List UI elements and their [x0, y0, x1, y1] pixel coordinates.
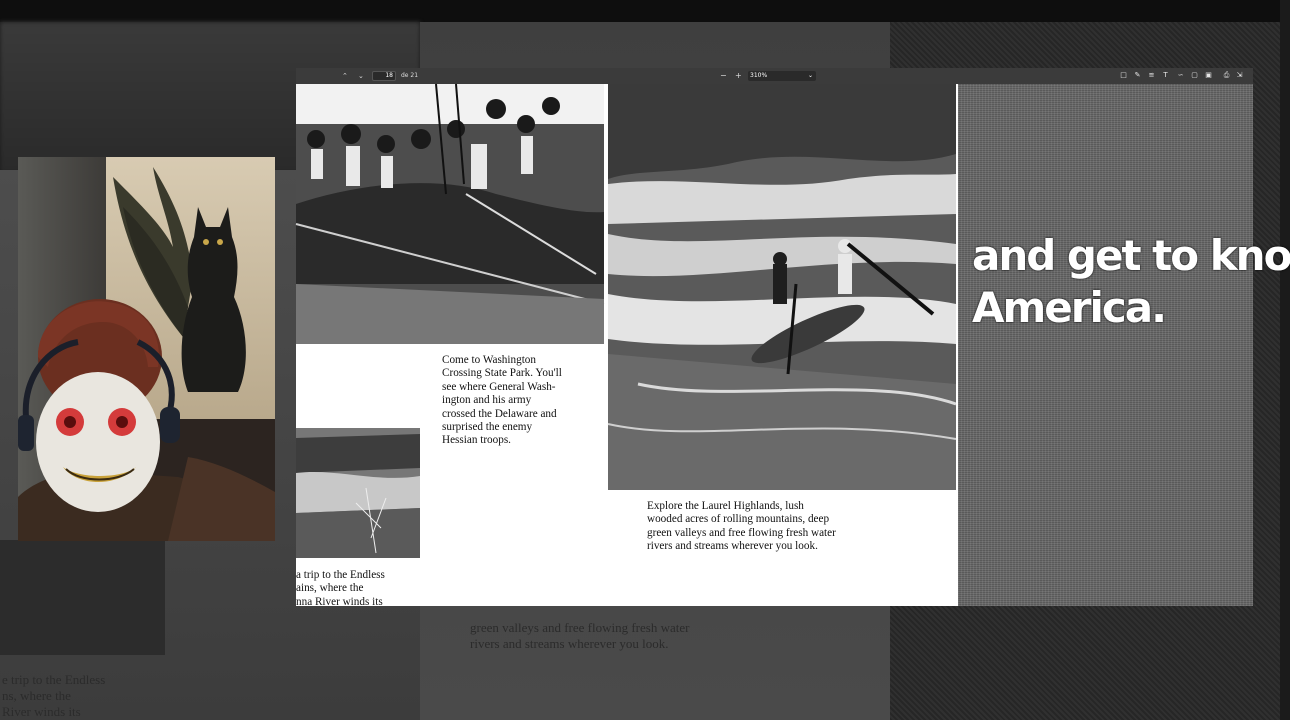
- caption-endless-mountains: a trip to the Endless ains, where the nna River winds its: [296, 569, 385, 608]
- draw-icon[interactable]: ∽: [1177, 71, 1184, 79]
- print-icon[interactable]: ⎙: [1223, 71, 1230, 79]
- photo-river-rafting: [608, 84, 956, 490]
- zoom-select[interactable]: [748, 71, 816, 81]
- caption-laurel-highlands: Explore the Laurel Highlands, lush wooded acres of rolling mountains, deep green valleys and free flowing fresh water rivers and streams wherever you look.: [647, 500, 836, 553]
- mountains-illustration: [296, 428, 420, 558]
- comment-icon[interactable]: □: [1120, 71, 1127, 79]
- webcam-overlay: [18, 157, 275, 541]
- chevron-down-icon[interactable]: ⌄: [358, 72, 364, 80]
- caption-washington-crossing: Come to Washington Crossing State Park. You'll see where General Wash- ington and his army crossed the Delaware and surprised the enemy Hessian troops.: [442, 354, 562, 447]
- zoom-level-value: 310%: [750, 72, 768, 79]
- masked-person: [18, 297, 275, 541]
- photo-delaware-crossing: [296, 84, 604, 344]
- boat-illustration: [296, 84, 604, 344]
- document-page: [296, 84, 1290, 608]
- pdf-viewer: [296, 68, 1290, 608]
- page-count-label: de 21: [401, 72, 419, 79]
- background-image: [0, 540, 165, 655]
- highlight-icon[interactable]: ≌: [1148, 71, 1155, 79]
- export-icon[interactable]: ⇲: [1236, 71, 1243, 79]
- background-caption-center: green valleys and free flowing fresh water rivers and streams wherever you look.: [470, 620, 690, 651]
- chevron-up-icon[interactable]: ⌃: [342, 72, 348, 80]
- river-illustration: [608, 84, 956, 490]
- edit-text-icon[interactable]: ✎: [1134, 71, 1141, 79]
- shape-icon[interactable]: ▢: [1191, 71, 1198, 79]
- background-caption-left: e trip to the Endless ns, where the River winds its: [2, 672, 106, 719]
- zoom-out-button[interactable]: −: [720, 71, 727, 80]
- headline-text: and get to kno America.: [972, 231, 1290, 332]
- zoom-in-button[interactable]: +: [735, 71, 742, 80]
- viewer-toolbar: [296, 68, 1253, 84]
- image-icon[interactable]: ▣: [1205, 71, 1212, 79]
- background-top-bar: [0, 0, 1280, 22]
- photo-endless-mountains: [296, 428, 420, 558]
- photo-dark-panel: [958, 84, 1253, 606]
- text-icon[interactable]: T: [1163, 71, 1168, 79]
- chevron-down-icon: ⌄: [807, 72, 813, 79]
- page-number-input[interactable]: 18: [372, 71, 396, 81]
